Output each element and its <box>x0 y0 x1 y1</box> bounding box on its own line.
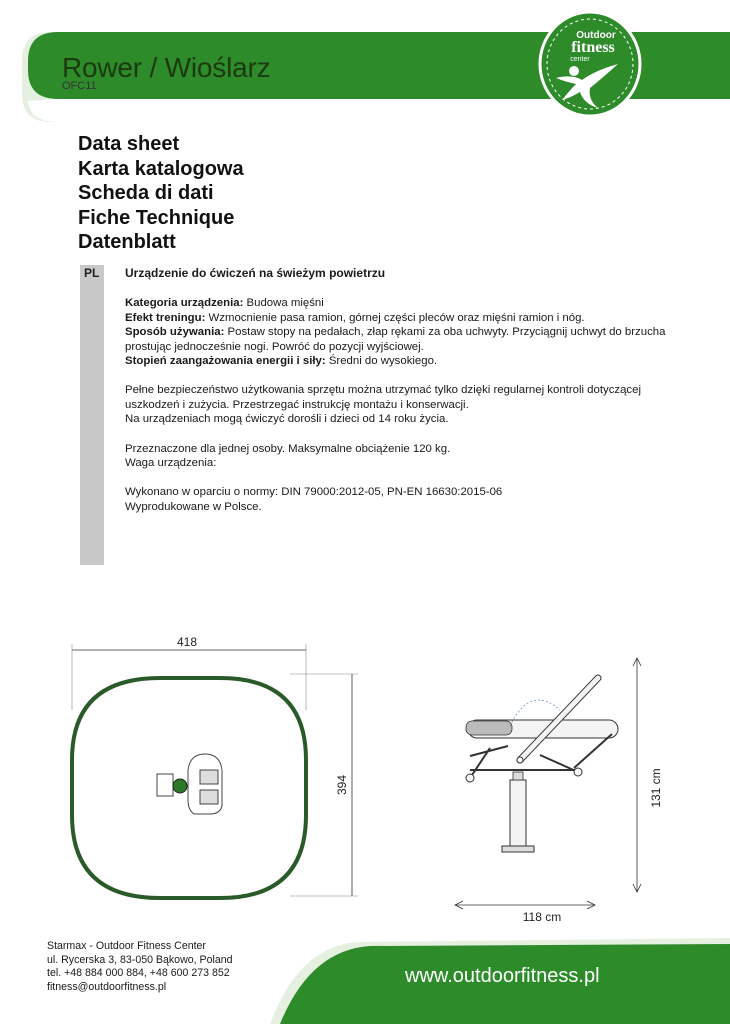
company-line: Starmax - Outdoor Fitness Center <box>47 940 206 952</box>
plan-depth-label: 394 <box>335 774 349 796</box>
heading-en: Data sheet <box>78 133 180 155</box>
section-subtitle: Urządzenie do ćwiczeń na świeżym powietrzu <box>125 266 386 280</box>
field-value: Postaw stopy na pedałach, złap rękami za oba uchwyty. Przyciągnij uchwyt do brzucha prostując jednocześnie nogi. Powróć do pozycji wyjściowej. <box>125 326 666 353</box>
page-title: Rower / Wioślarz <box>62 52 271 83</box>
description-content <box>125 266 695 529</box>
company-info <box>47 940 233 994</box>
website-link[interactable]: www.outdoorfitness.pl <box>405 965 600 987</box>
field-value: Średni do wysokiego. <box>325 355 438 368</box>
capacity-text: Waga urządzenia: <box>125 457 217 470</box>
field-label: Sposób używania: <box>125 326 225 339</box>
plan-view-drawing <box>72 635 358 898</box>
safety-block <box>125 383 695 426</box>
heading-it: Scheda di dati <box>78 182 214 204</box>
outdoor-fitness-logo <box>536 8 644 120</box>
side-height-label: 131 cm <box>649 768 663 808</box>
capacity-block <box>125 442 695 471</box>
svg-text:center: center <box>570 56 590 63</box>
product-code: OFC11 <box>62 80 97 92</box>
heading-de: Datenblatt <box>78 231 176 253</box>
field-value: Budowa mięśni <box>243 297 324 310</box>
standards-block <box>125 485 695 514</box>
technical-drawings <box>0 600 730 940</box>
side-width-label: 118 cm <box>522 910 562 924</box>
language-code: PL <box>84 266 100 280</box>
company-line: ul. Rycerska 3, 83-050 Bąkowo, Poland <box>47 953 233 966</box>
datasheet-headings <box>78 132 244 255</box>
plan-width-label: 418 <box>176 635 198 649</box>
standards-text: Wykonano w oparciu o normy: DIN 79000:2012-05, PN-EN 16630:2015-06 <box>125 486 503 499</box>
company-email: fitness@outdoorfitness.pl <box>47 980 167 993</box>
capacity-text: Przeznaczone dla jednej osoby. Maksymalne obciążenie 120 kg. <box>125 442 451 455</box>
company-line: tel. +48 884 000 884, +48 600 273 852 <box>47 967 230 979</box>
standards-text: Wyprodukowane w Polsce. <box>125 500 262 513</box>
language-bar <box>80 265 104 565</box>
svg-text:fitness: fitness <box>571 39 615 56</box>
field-label: Stopień zaangażowania energii i siły: <box>125 355 326 368</box>
field-value: Wzmocnienie pasa ramion, górnej części pleców oraz mięśni ramion i nóg. <box>205 311 585 324</box>
field-label: Kategoria urządzenia: <box>125 297 244 310</box>
safety-text: Pełne bezpieczeństwo użytkowania sprzętu można utrzymać tylko dzięki regularnej kontroli dotyczącej uszkodzeń i zużycia. Przestrzegać instrukcję montażu i konserwacji. <box>125 384 641 411</box>
fields-block <box>125 296 695 368</box>
svg-text:Outdoor: Outdoor <box>576 30 616 41</box>
heading-fr: Fiche Technique <box>78 206 235 229</box>
heading-pl: Karta katalogowa <box>78 157 244 180</box>
safety-text: Na urządzeniach mogą ćwiczyć dorośli i dzieci od 14 roku życia. <box>125 413 449 426</box>
field-label: Efekt treningu: <box>125 311 206 324</box>
side-view-drawing <box>455 658 663 924</box>
